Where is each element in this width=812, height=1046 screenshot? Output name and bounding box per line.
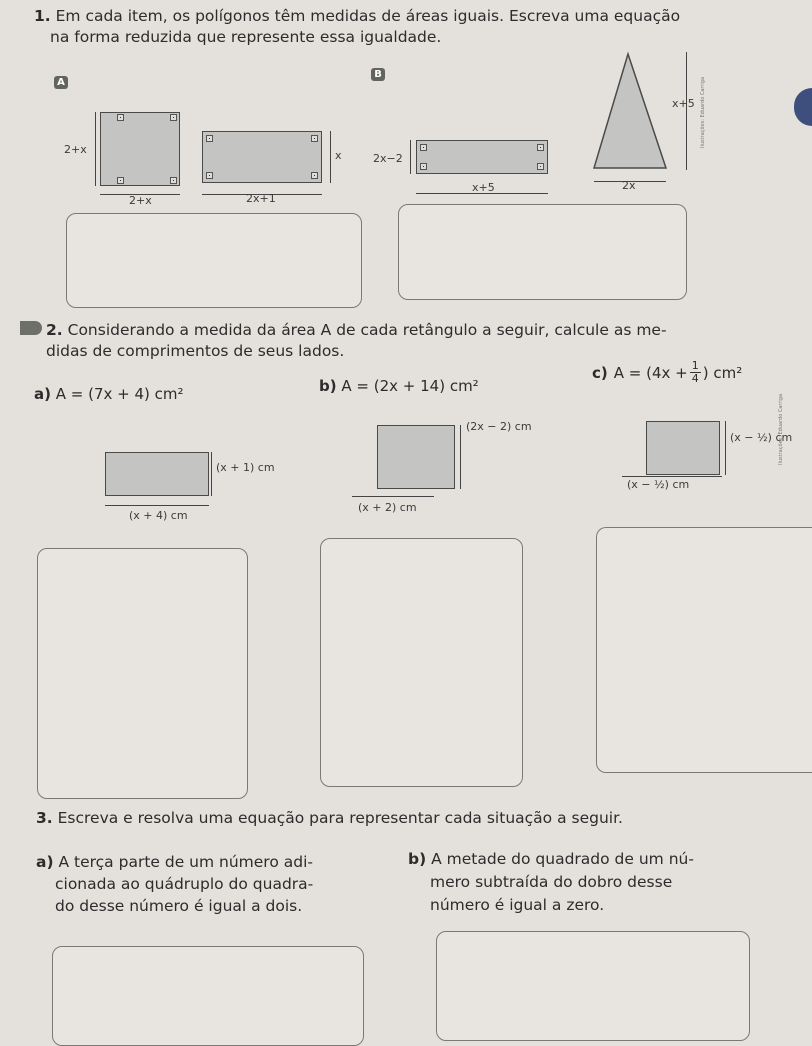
- credit-2: Ilustrações: Eduardo Carriga: [778, 393, 784, 465]
- rect-b-height: 2x−2: [373, 152, 403, 165]
- q3-line: Escreva e resolva uma equação para representar cada situação a seguir.: [57, 809, 623, 827]
- answer-box-2c[interactable]: [596, 527, 812, 773]
- q2-marker: [20, 321, 42, 335]
- answer-box-1b[interactable]: [398, 204, 687, 300]
- rect-b-width: x+5: [472, 181, 495, 194]
- answer-box-2b[interactable]: [320, 538, 523, 787]
- q3-text: [36, 808, 776, 829]
- answer-box-3a[interactable]: [52, 946, 364, 1046]
- square-2c-height: (x − ½) cm: [730, 431, 793, 444]
- square-2c-width: (x − ½) cm: [627, 478, 690, 491]
- q3b-text: b) A metade do quadrado de um nú- mero subtraída do dobro desse número é igual a zero.: [408, 850, 694, 914]
- square: [100, 112, 180, 186]
- rect-2a-width: (x + 4) cm: [129, 509, 188, 522]
- badge-b: B: [371, 68, 385, 81]
- credit-1: Ilustrações: Eduardo Carriga: [700, 76, 706, 148]
- q3-number: 3.: [36, 809, 53, 827]
- tri-height: x+5: [672, 97, 695, 110]
- rect-a: [202, 131, 322, 183]
- q2-line2: didas de comprimentos de seus lados.: [46, 342, 345, 360]
- q1-number: 1.: [34, 7, 51, 25]
- rect-a-width: 2x+1: [246, 192, 276, 205]
- q1-line2: na forma reduzida que represente essa igualdade.: [50, 28, 442, 46]
- square-bottom-label: 2+x: [129, 194, 152, 207]
- q2c-formula: c) A = (4x + $\frac{1}{4}$ ) cm²: [592, 359, 743, 385]
- answer-box-2a[interactable]: [37, 548, 248, 799]
- rect-2b-width: (x + 2) cm: [358, 501, 417, 514]
- rect-a-height: x: [335, 149, 342, 162]
- triangle: [590, 50, 670, 172]
- rect-2a-height: (x + 1) cm: [216, 461, 275, 474]
- rect-2b: [377, 425, 455, 489]
- q3a-text: a) A terça parte de um número adi- cionada ao quádruplo do quadra- do desse número é igual a dois.: [36, 853, 314, 915]
- side-tab: [794, 88, 812, 126]
- square-2c: [646, 421, 720, 475]
- answer-box-1a[interactable]: [66, 213, 362, 308]
- q2-number: 2.: [46, 321, 63, 339]
- q2a-formula: a) A = (7x + 4) cm²: [34, 385, 184, 403]
- q2-text: [46, 320, 766, 362]
- rect-2b-height: (2x − 2) cm: [466, 420, 532, 433]
- badge-a: A: [54, 76, 68, 89]
- q1-text: [34, 6, 754, 48]
- q2c-fraction: $\frac{1}{4}$: [691, 359, 699, 385]
- square-side-label: 2+x: [64, 143, 87, 156]
- q2b-formula: b) A = (2x + 14) cm²: [319, 377, 479, 395]
- rect-2a: [105, 452, 209, 496]
- q2-line1: Considerando a medida da área A de cada retângulo a seguir, calcule as me-: [67, 321, 667, 339]
- tri-base: 2x: [622, 179, 636, 192]
- rect-b: [416, 140, 548, 174]
- q1-line1: Em cada item, os polígonos têm medidas de áreas iguais. Escreva uma equação: [55, 7, 681, 25]
